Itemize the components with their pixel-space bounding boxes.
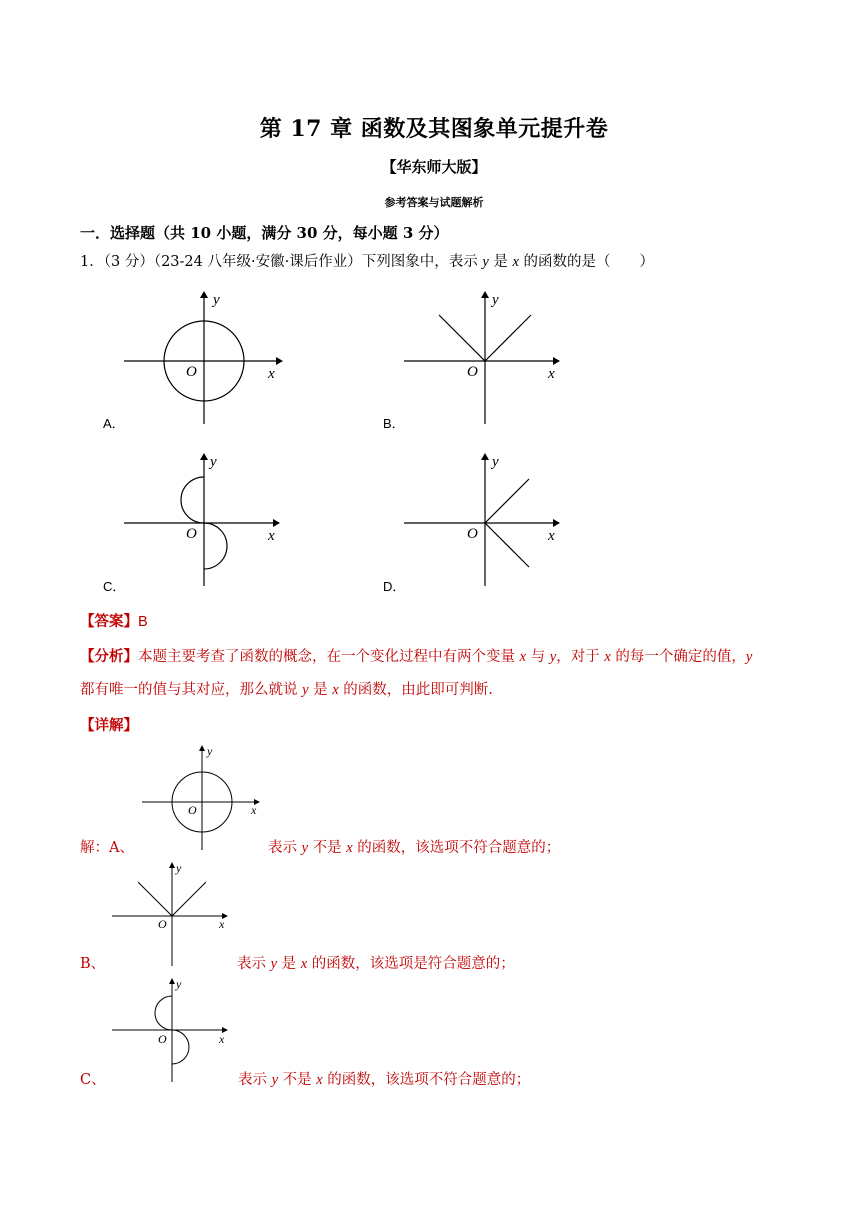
solution-a-text: [268, 836, 560, 857]
analysis-text: 与: [526, 649, 550, 665]
var-y: y: [270, 956, 278, 972]
x-label: x: [219, 1032, 225, 1046]
analysis-text: 的每一个确定的值，: [610, 649, 746, 665]
analysis-text: ，对于: [556, 649, 605, 665]
var-x: x: [332, 682, 339, 698]
origin-label: O: [467, 526, 478, 542]
detail-heading: [80, 714, 138, 735]
solution-b-label: B、: [80, 956, 106, 972]
solution-a-graph: [138, 740, 268, 852]
analysis-text: 的函数，由此即可判断.: [338, 682, 493, 698]
question-source: （23-24 八年级·安徽·课后作业）: [153, 254, 362, 270]
subtitle: 参考答案与试题解析: [384, 196, 484, 209]
solution-c-text: [238, 1068, 530, 1089]
var-y: y: [301, 840, 309, 856]
edition-label: 【华东师大版】: [381, 158, 487, 176]
option-b-graph: [400, 284, 570, 429]
solution-text: 不是: [278, 1072, 317, 1088]
x-arrow-icon: [553, 519, 560, 527]
var-y: y: [302, 682, 309, 698]
solution-text: 表示: [237, 956, 271, 972]
question-score: （3 分）: [103, 254, 154, 270]
analysis-text: 是: [308, 682, 333, 698]
x-arrow-icon: [276, 357, 283, 365]
solution-text: 是: [277, 956, 301, 972]
x-label: x: [251, 803, 257, 817]
upper-semicircle: [181, 477, 204, 523]
upper-semicircle: [155, 996, 172, 1030]
x-label: x: [268, 366, 275, 382]
y-label: y: [207, 744, 213, 758]
origin-label: O: [186, 526, 197, 542]
y-label: y: [213, 292, 220, 308]
option-d-label: D．: [383, 579, 406, 594]
option-c-graph: [120, 446, 290, 591]
question-1-stem: [80, 250, 654, 271]
solution-a-label: 解：A、: [80, 840, 134, 856]
stem-text: 的函数的是（ ）: [518, 254, 655, 270]
var-x: x: [346, 840, 353, 856]
stem-text: 下列图象中，表示: [361, 254, 483, 270]
y-label: y: [492, 454, 499, 470]
y-label: y: [210, 454, 217, 470]
answer-line: [80, 610, 148, 631]
option-d-graph: [400, 446, 570, 591]
solution-text: 不是: [308, 840, 347, 856]
option-b-label: B．: [383, 416, 405, 431]
origin-label: O: [158, 1032, 167, 1046]
y-arrow-icon: [169, 862, 175, 868]
y-arrow-icon: [481, 291, 489, 298]
solution-c-label: C、: [80, 1072, 106, 1088]
y-arrow-icon: [199, 745, 205, 751]
origin-label: O: [188, 803, 197, 817]
question-number: 1．: [80, 254, 104, 270]
var-y: y: [271, 1072, 279, 1088]
x-arrow-icon: [553, 357, 560, 365]
analysis-text: 都有唯一的值与其对应，那么就说: [80, 682, 303, 698]
solution-b-graph: [108, 858, 238, 970]
var-x: x: [316, 1072, 323, 1088]
origin-label: O: [467, 364, 478, 380]
answer-tag: 【答案】: [80, 613, 138, 630]
option-a-graph: [120, 284, 290, 429]
y-arrow-icon: [200, 291, 208, 298]
var-x: x: [300, 956, 308, 972]
y-arrow-icon: [200, 453, 208, 460]
x-label: x: [548, 528, 555, 544]
option-c-label: C．: [103, 579, 126, 594]
analysis-line-1: [80, 645, 790, 666]
lower-semicircle: [204, 523, 227, 569]
stem-text: 是: [488, 254, 513, 270]
var-x: x: [519, 649, 527, 665]
detail-tag: 【详解】: [80, 717, 138, 734]
lower-semicircle: [172, 1030, 189, 1064]
var-x: x: [604, 649, 611, 665]
page-title: 第 17 章 函数及其图象单元提升卷: [259, 116, 609, 142]
origin-label: O: [186, 364, 197, 380]
solution-c-graph: [108, 974, 238, 1086]
y-label: y: [176, 977, 182, 991]
analysis-tag: 【分析】: [80, 648, 138, 665]
y-label: y: [492, 292, 499, 308]
analysis-text: 本题主要考查了函数的概念，在一个变化过程中有两个变量: [138, 649, 520, 665]
origin-label: O: [158, 917, 167, 931]
solution-text: 的函数，该选项不符合题意的；: [322, 1072, 531, 1088]
x-label: x: [268, 528, 275, 544]
x-label: x: [548, 366, 555, 382]
y-arrow-icon: [169, 978, 175, 984]
answer-value: B: [138, 614, 148, 630]
y-label: y: [176, 861, 182, 875]
var-y: y: [745, 649, 753, 665]
var-y: y: [482, 254, 489, 270]
x-arrow-icon: [273, 519, 280, 527]
y-arrow-icon: [481, 453, 489, 460]
solution-text: 表示: [268, 840, 302, 856]
solution-text: 的函数，该选项是符合题意的；: [307, 956, 515, 972]
solution-text: 表示: [238, 1072, 272, 1088]
analysis-line-2: [80, 678, 493, 699]
section-heading: 一．选择题（共 10 小题，满分 30 分，每小题 3 分）: [80, 224, 449, 242]
var-x: x: [512, 254, 519, 270]
solution-b-text: [237, 952, 515, 973]
x-label: x: [219, 917, 225, 931]
var-y: y: [549, 649, 557, 665]
solution-text: 的函数，该选项不符合题意的；: [352, 840, 561, 856]
option-a-label: A．: [103, 416, 125, 431]
